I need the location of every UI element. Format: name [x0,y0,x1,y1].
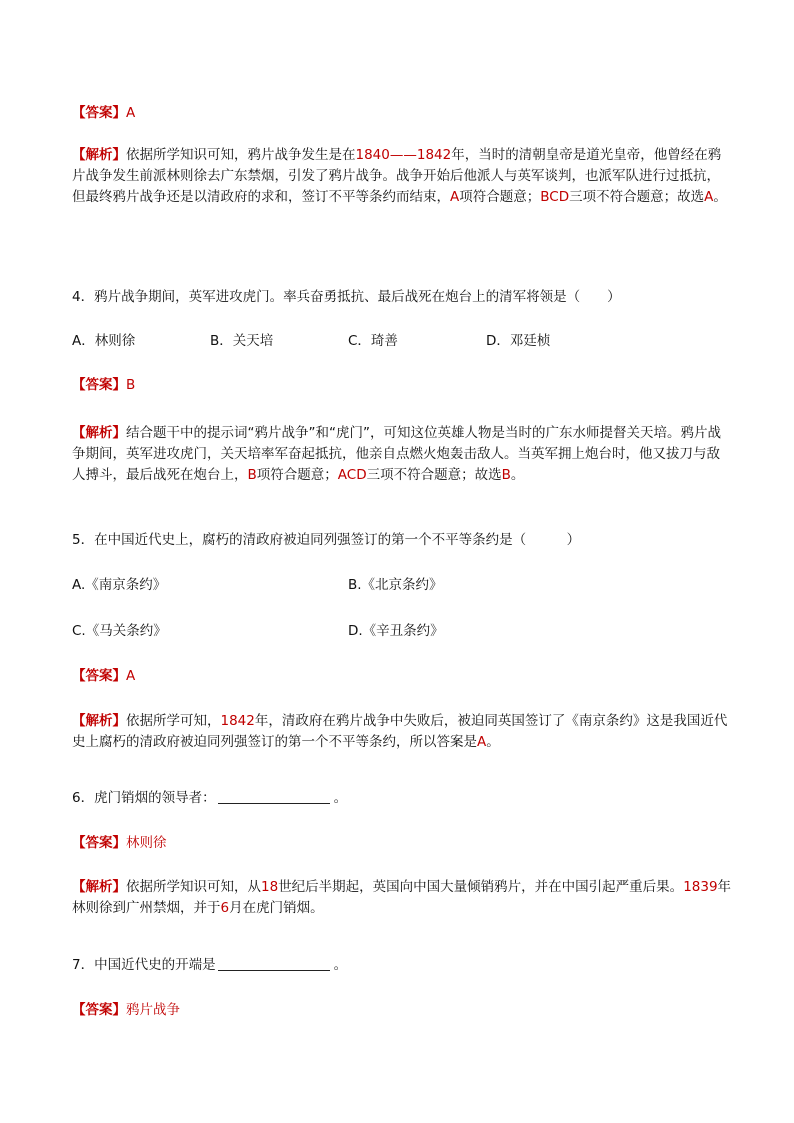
analysis-text: 月在虎门销烟。 [229,900,324,916]
analysis-highlight: 1840——1842 [355,147,452,163]
answer-label: 【答案】 [72,668,126,684]
answer-value: 鸦片战争 [126,1002,180,1018]
analysis-label: 【解析】 [72,147,126,163]
analysis-highlight: A [704,189,714,205]
question-text: 。 [333,790,348,806]
answer-value: A [126,668,136,684]
analysis-highlight: A [477,734,487,750]
analysis-highlight: B [247,467,257,483]
analysis-text: 结合题干中的提示词“鸦片战争”和“虎门”，可知这位英雄人物是当时的广东水师提督关天培。鸦片战争期间，英军进攻虎门，关天培率军奋起抵抗，他亲自点燃火炮轰击敌人。当英军拥上炮台时，他又拔刀与敌人搏斗，最后战死在炮台上， [72,425,721,483]
answer-line-q6 [72,833,732,854]
analysis-highlight: 6 [220,900,230,916]
answer-line-q3 [72,103,732,124]
analysis-label: 【解析】 [72,425,126,441]
analysis-text: 年林则徐到广州禁烟，并于 [72,879,732,916]
analysis-text: 。 [510,467,525,483]
question-text: 。 [333,957,348,973]
analysis-highlight: 1839 [683,879,718,895]
analysis-paragraph-q3 [72,145,732,208]
analysis-text: 项符合题意； [459,189,541,205]
analysis-paragraph-q5 [72,711,732,753]
answer-value: A [126,105,136,121]
option-c: C．琦善 [348,333,398,349]
question-5-stem: 5．在中国近代史上，腐朽的清政府被迫同列强签订的第一个不平等条约是（ ） [72,532,581,548]
answer-label: 【答案】 [72,1002,126,1018]
analysis-highlight: BCD [540,189,570,205]
answer-label: 【答案】 [72,377,126,393]
option-c: C.《马关条约》 [72,623,167,639]
option-d: D.《辛丑条约》 [348,623,444,639]
option-a: A.《南京条约》 [72,577,167,593]
analysis-label: 【解析】 [72,713,126,729]
question-text: 6．虎门销烟的领导者： [72,790,216,806]
analysis-highlight: ACD [337,467,367,483]
analysis-text: 依据所学可知， [126,713,221,729]
question-6-stem [72,788,732,809]
option-b: B.《北京条约》 [348,577,443,593]
analysis-text: 项符合题意； [256,467,338,483]
analysis-text: 。 [713,189,727,205]
question-4-stem: 4．鸦片战争期间，英军进攻虎门。率兵奋勇抵抗、最后战死在炮台上的清军将领是（ ） [72,289,621,305]
answer-line-q5 [72,666,732,687]
question-text: 7．中国近代史的开端是 [72,957,216,973]
analysis-highlight: 1842 [220,713,255,729]
analysis-label: 【解析】 [72,879,126,895]
fill-blank [218,956,330,971]
analysis-text: 世纪后半期起，英国向中国大量倾销鸦片，并在中国引起严重后果。 [278,879,684,895]
analysis-text: 年，清政府在鸦片战争中失败后，被迫同英国签订了《南京条约》这是我国近代史上腐朽的清政府被迫同列强签订的第一个不平等条约，所以答案是 [72,713,728,750]
fill-blank [218,789,330,804]
answer-line-q7 [72,1000,732,1021]
analysis-highlight: 18 [261,879,279,895]
answer-label: 【答案】 [72,105,126,121]
answer-value: 林则徐 [126,835,167,851]
answer-label: 【答案】 [72,835,126,851]
answer-value: B [126,377,136,393]
analysis-text: 依据所学知识可知，从 [126,879,261,895]
analysis-paragraph-q4 [72,423,732,486]
analysis-paragraph-q6 [72,877,732,919]
analysis-text: 三项不符合题意；故选 [366,467,502,483]
option-b: B．关天培 [210,333,274,349]
analysis-highlight: A [450,189,460,205]
option-d: D．邓廷桢 [486,333,551,349]
analysis-text: 年，当时的清朝皇帝是道光皇帝，他曾经在鸦片战争发生前派林则徐去广东禁烟，引发了鸦片战争。战争开始后他派人与英军谈判，也派军队进行过抵抗，但最终鸦片战争还是以清政府的求和，签订不平等条约而结束， [72,147,722,205]
analysis-text: 三项不符合题意；故选 [569,189,705,205]
option-a: A．林则徐 [72,333,136,349]
answer-line-q4 [72,375,732,396]
analysis-highlight: B [501,467,511,483]
question-7-stem [72,955,732,976]
analysis-text: 依据所学知识可知，鸦片战争发生是在 [126,147,356,163]
analysis-text: 。 [486,734,500,750]
